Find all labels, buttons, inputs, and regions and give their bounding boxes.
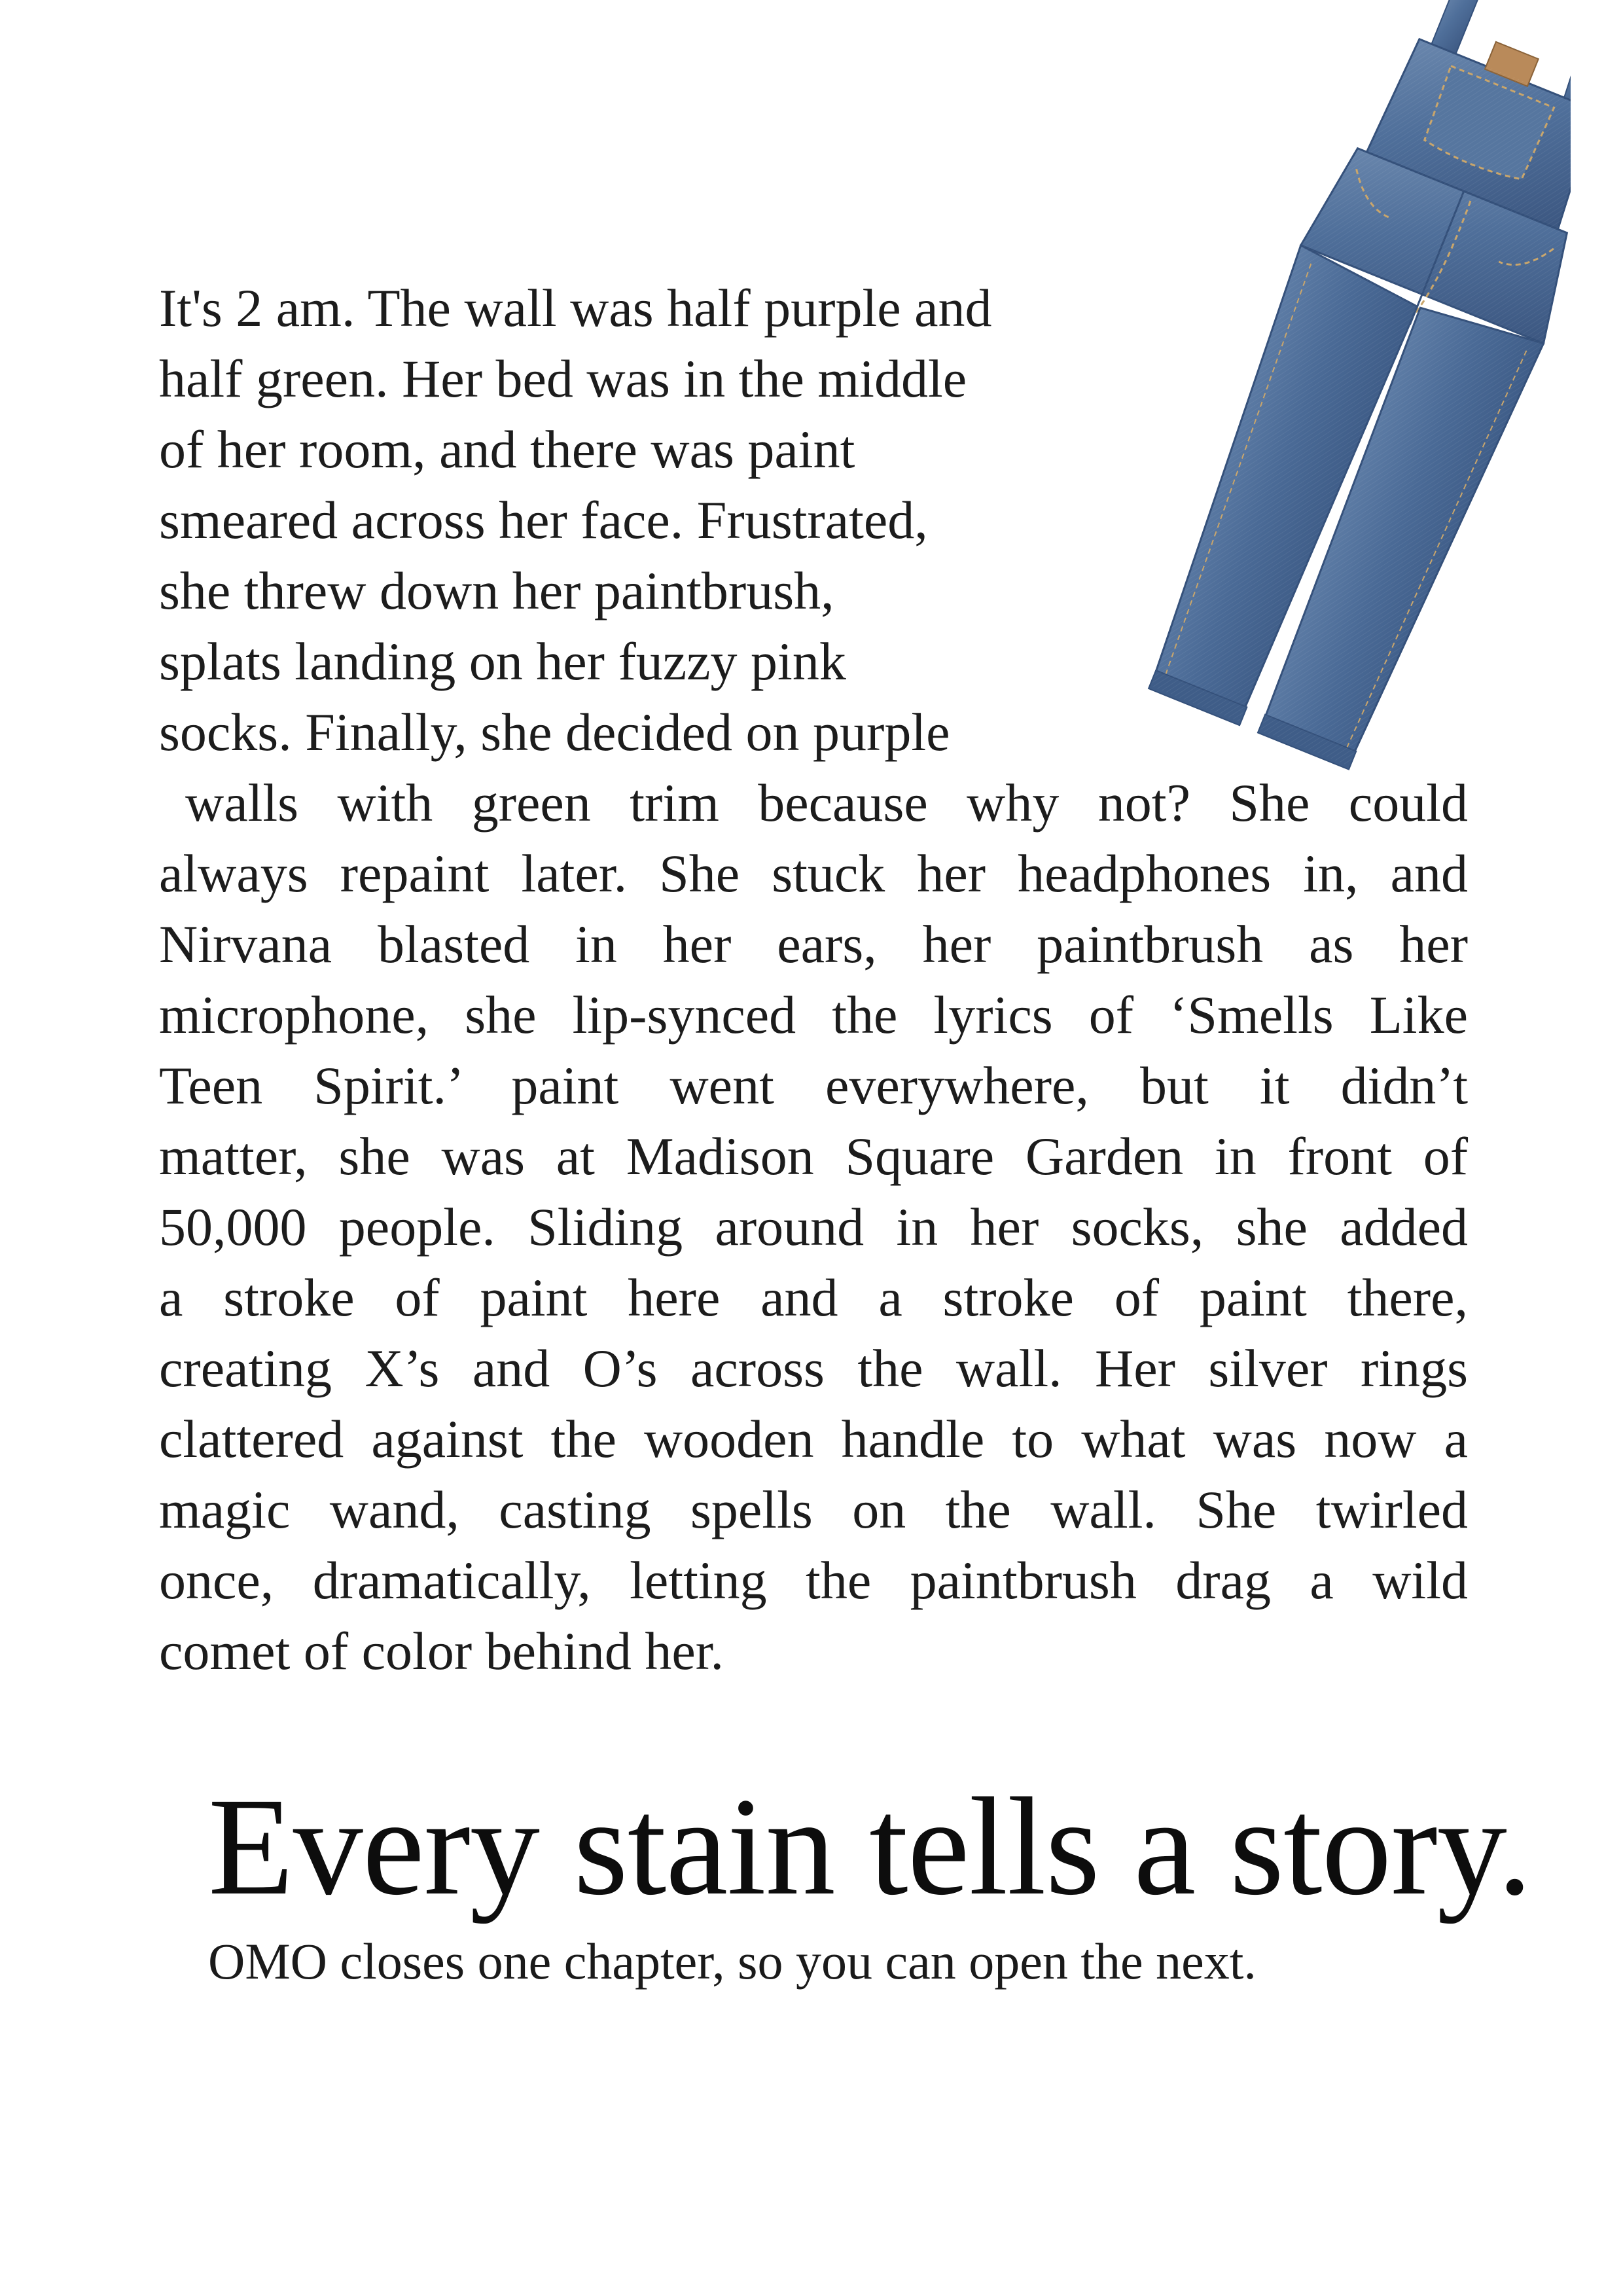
story-line: smeared across her face. Frustrated, [159, 490, 928, 550]
story-line: always repaint later. She stuck her headphones in, and [159, 844, 1468, 903]
story-line: matter, she was at Madison Square Garden in front of [159, 1126, 1468, 1186]
story-line: socks. Finally, she decided on purple [159, 702, 950, 762]
story-line: Teen Spirit.’ paint went everywhere, but it didn’t [159, 1056, 1468, 1115]
headline: Every stain tells a story. [208, 1769, 1532, 1924]
story-line: It's 2 am. The wall was half purple and [159, 278, 992, 338]
story-line: Nirvana blasted in her ears, her paintbrush as her [159, 914, 1468, 974]
story-line: creating X’s and O’s across the wall. Her silver rings [159, 1338, 1468, 1398]
story-line: microphone, she lip-synced the lyrics of ‘Smells Like [159, 985, 1468, 1045]
story-line: once, dramatically, letting the paintbrush drag a wild [159, 1551, 1468, 1610]
tagline: OMO closes one chapter, so you can open the next. [208, 1933, 1257, 1990]
story-line: of her room, and there was paint [159, 420, 855, 479]
story-line: magic wand, casting spells on the wall. She twirled [159, 1480, 1468, 1539]
story-line: a stroke of paint here and a stroke of paint there, [159, 1268, 1468, 1327]
story-line: splats landing on her fuzzy pink [159, 632, 846, 691]
story-line: clattered against the wooden handle to what was now a [159, 1409, 1468, 1469]
denim-overalls-icon [1034, 0, 1571, 792]
story-line: comet of color behind her. [159, 1621, 724, 1681]
story-line: half green. Her bed was in the middle [159, 349, 967, 408]
story-line: she threw down her paintbrush, [159, 561, 834, 620]
story-line: 50,000 people. Sliding around in her socks, she added [159, 1197, 1468, 1257]
story-line: walls with green trim because why not? She could [185, 773, 1468, 833]
